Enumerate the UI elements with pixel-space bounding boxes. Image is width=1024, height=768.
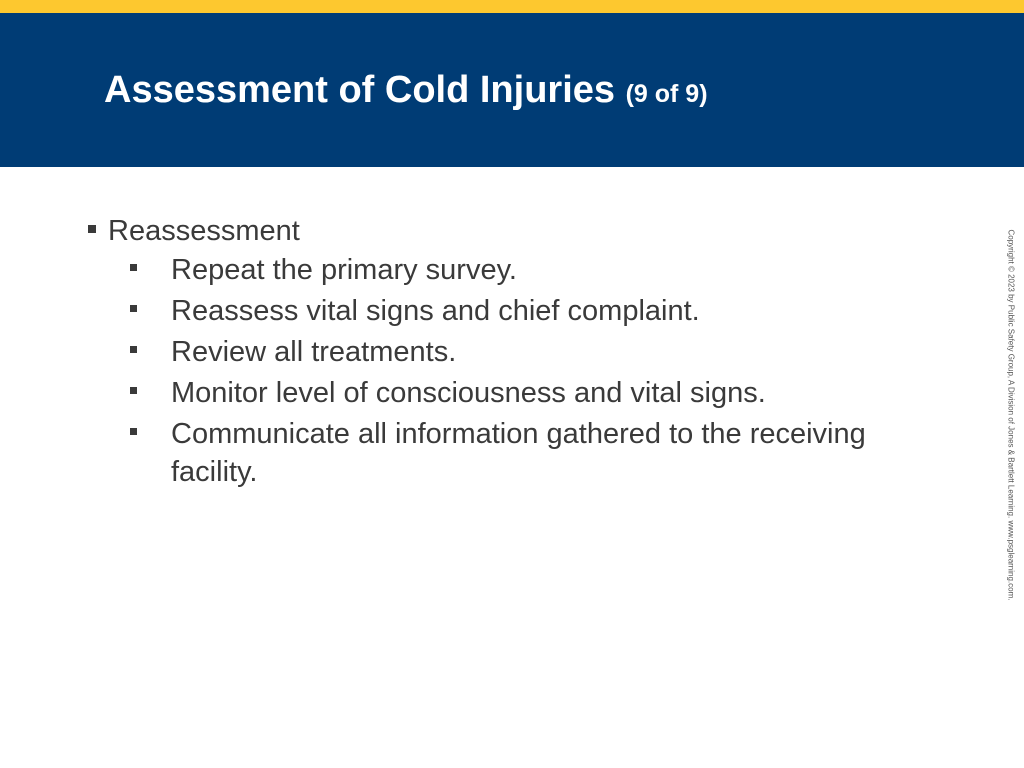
list-item-text: Repeat the primary survey.	[171, 254, 517, 286]
list-item	[88, 251, 948, 289]
accent-bar	[0, 0, 1024, 13]
list-item-text: Communicate all information gathered to the receiving facility.	[171, 418, 866, 488]
list-item	[88, 415, 948, 491]
bullet-list	[88, 251, 948, 491]
list-item-text: Review all treatments.	[171, 336, 457, 368]
bullet-heading-text: Reassessment	[108, 215, 300, 247]
list-item	[88, 333, 948, 371]
list-item	[88, 374, 948, 412]
square-bullet-icon	[130, 428, 137, 435]
square-bullet-icon	[130, 305, 137, 312]
square-bullet-icon	[130, 387, 137, 394]
square-bullet-icon	[88, 225, 96, 233]
slide-content	[88, 212, 948, 494]
square-bullet-icon	[130, 346, 137, 353]
list-item-text: Reassess vital signs and chief complaint.	[171, 295, 700, 327]
list-item	[88, 292, 948, 330]
copyright-notice: Copyright © 2023 by Public Safety Group, A Division of Jones & Bartlett Learning. www.psglearning.com.	[1006, 229, 1016, 601]
bullet-heading-reassessment	[88, 212, 948, 250]
slide-counter: (9 of 9)	[625, 80, 708, 108]
square-bullet-icon	[130, 264, 137, 271]
slide-title-text: Assessment of Cold Injuries	[104, 69, 616, 111]
list-item-text: Monitor level of consciousness and vital signs.	[171, 377, 766, 409]
slide-title	[104, 68, 708, 116]
